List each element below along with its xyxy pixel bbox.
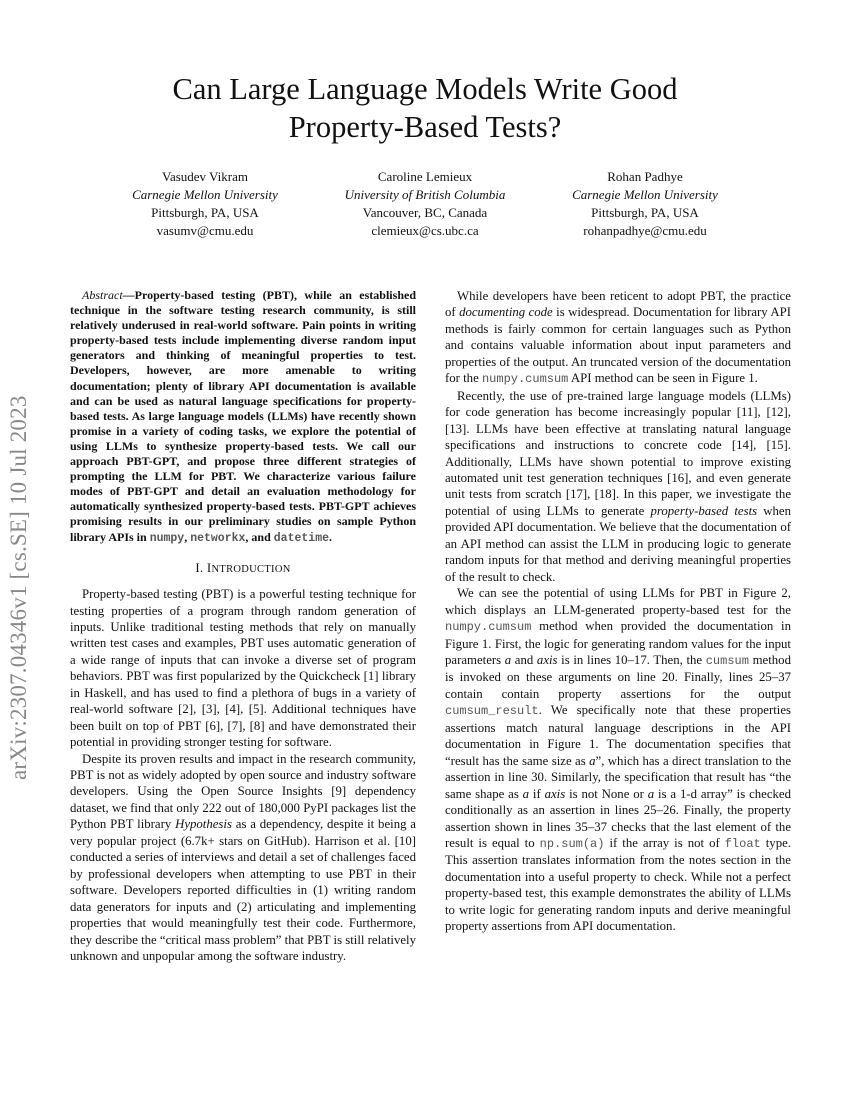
title-line: Can Large Language Models Write Good [172,72,678,106]
text-run: is in lines 10–17. Then, the [557,652,706,667]
author [535,168,755,240]
emphasis-text: a [504,652,512,667]
author-email: clemieux@cs.ubc.ca [371,223,479,238]
author-location: Pittsburgh, PA, USA [591,205,699,220]
author-block [95,168,755,240]
emphasis-text: a [522,786,530,801]
text-run: . [329,529,332,544]
body-paragraph [70,751,416,965]
author-location: Pittsburgh, PA, USA [151,205,259,220]
abstract [70,288,416,546]
text-run: , [184,529,191,544]
text-run: . We specifically note that these properties assertions match natural language descriptions in the API documentation in Figure 1. The documentation specifies that “result has the same size as [445,703,791,768]
body-paragraph [445,585,791,935]
code-text: networkx [190,531,246,545]
emphasis-text: axis [544,786,566,801]
text-run: Property-based testing (PBT) is a powerful testing technique for testing properties of a program through random generation of inputs. Unlike traditional testing methods that rely on manually written test cases and examples, PBT uses automatic generation of a wide range of inputs that can invoke a diverse set of program behaviors. PBT was first popularized by the Quickcheck [1] library in Haskell, and has used to find a plethora of bugs in a variety of real-world software [2], [3], [4], [5]. Additional techniques have been built on top of PBT [6], [7], [8] and have demonstrated their potential in providing stronger testing for software. [70,587,416,750]
left-column [70,288,416,964]
arxiv-stamp: arXiv:2307.04346v1 [cs.SE] 10 Jul 2023 [6,395,31,780]
emphasis-text: axis [536,652,558,667]
text-run: is widespread. Documentation for library API methods is fairly common for certain languages such as Python and contains valuable information about input parameters and properties of the output. An truncated version of the documentation for the [445,305,791,386]
author-name: Caroline Lemieux [377,169,473,184]
author-location: Vancouver, BC, Canada [362,205,488,220]
text-run: if [529,786,545,801]
code-text: cumsum_result [445,704,539,719]
emphasis-text: documenting code [459,305,553,320]
text-run: While developers have been reticent to adopt PBT, the practice of [445,289,791,320]
text-run: , and [245,529,274,544]
text-run: We can see the potential of using LLMs for PBT in Figure 2, which displays an LLM-generated property-based test for the [445,586,791,617]
section-initial: I [206,560,212,575]
abstract-lead: Abstract [82,288,123,302]
section-title-rest: NTRODUCTION [211,563,291,575]
author-affiliation: University of British Columbia [344,187,506,202]
text-run: and [511,652,537,667]
section-heading [70,560,416,578]
text-run: —Property-based testing (PBT), while an established technique in the software testing research community, is still relatively underused in real-world software. Pain points in writing property-based tests include implementing diverse random input generators and thinking of meaningful properties to test. Developers, however, are more amenable to writing documentation; plenty of library API documentation is available and can be used as natural language specifications for property-based tests. As large language models (LLMs) have recently shown promise in a variety of coding tasks, we explore the potential of using LLMs to synthesize property-based tests. We call our approach PBT-GPT, and propose three different strategies of prompting the LLM for PBT. We characterize various failure modes of PBT-GPT and detail an evaluation methodology for automatically synthesized property-based tests. PBT-GPT achieves promising results in our preliminary studies on sample Python library APIs in [70,288,416,544]
text-run: ”, which has a direct translation to the assertion in line 30. Similarly, the specification that result has “the same shape as [445,753,791,801]
code-text: numpy [149,531,185,545]
author [95,168,315,240]
text-run: as a dependency, despite it being a very popular project (6.7k+ stars on GitHub). Harrison et al. [10] conducted a series of interviews and detail a set of challenges faced by professional developers when attempting to use PBT in their software. Developers reported difficulties in (1) writing random data generators for inputs and (2) articulating and implementing properties that would meaningfully test their code. Furthermore, they describe the “critical mass problem” that PBT is still relatively unknown and unpopular among the software industry. [70,817,416,964]
emphasis-text: Hypothesis [175,817,232,832]
text-run: Despite its proven results and impact in the research community, PBT is not as widely adopted by open source and industry software developers. Using the Open Source Insights [9] dependency dataset, we find that only 222 out of 180,000 PyPI packages list the Python PBT library [70,751,416,832]
code-text: datetime [273,531,329,545]
code-text: np.sum(a) [539,836,605,851]
text-run: method is invoked on these arguments on line 20. Finally, lines 25–37 contain contain property assertions for the output [445,652,791,701]
author-name: Rohan Padhye [607,169,683,184]
author-email: vasumv@cmu.edu [156,223,254,238]
text-run: is not None or [565,786,648,801]
text-run: is a 1-d array” is checked conditionally as an assertion in lines 25–26. Finally, the property assertion shown in lines 35–37 checks that the last element of the result is equal to [445,786,791,850]
text-run: type. This assertion translates information from the notes section in the documentation into a useful property to check. While not a perfect property-based test, this example demonstrates the ability of LLMs to write logic for generating random inputs and derive meaningful property assertions from API documentation. [445,835,791,934]
emphasis-text: a [589,753,596,768]
code-text: numpy.cumsum [481,372,569,387]
text-run: Recently, the use of pre-trained large language models (LLMs) for code generation has become increasingly popular [11], [12], [13]. LLMs have been effective at translating natural language specifications and instructions to concrete code [14], [15]. Additionally, LLMs have shown potential to improve existing automated unit test generation techniques [16], and even generate unit tests from scratch [17], [18]. In this paper, we investigate the potential of using LLMs to generate [445,388,791,518]
author [315,168,535,240]
section-number: I. [195,560,204,575]
body-paragraph [70,586,416,751]
code-text: float [724,836,761,851]
author-affiliation: Carnegie Mellon University [572,187,718,202]
emphasis-text: property-based tests [650,503,758,518]
text-run: if the array is not of [604,835,725,850]
right-column [445,288,791,935]
body-paragraph [445,388,791,585]
paper-title [0,70,850,146]
text-run: API method can be seen in Figure 1. [568,371,758,386]
author-email: rohanpadhye@cmu.edu [583,223,707,238]
author-name: Vasudev Vikram [162,169,248,184]
text-run: when provided API documentation. We believe that the documentation of an API method can assist the LLM in producing logic to generate random inputs for that method and deriving meaningful properties of the result to check. [445,503,791,584]
text-run: method when provided the documentation in Figure 1. First, the logic for generating random values for the input parameters [445,619,791,667]
author-affiliation: Carnegie Mellon University [132,187,278,202]
emphasis-text: a [647,786,655,801]
code-text: numpy.cumsum [445,620,532,635]
body-paragraph [445,288,791,388]
title-line: Property-Based Tests? [288,110,562,144]
code-text: cumsum [705,653,749,668]
